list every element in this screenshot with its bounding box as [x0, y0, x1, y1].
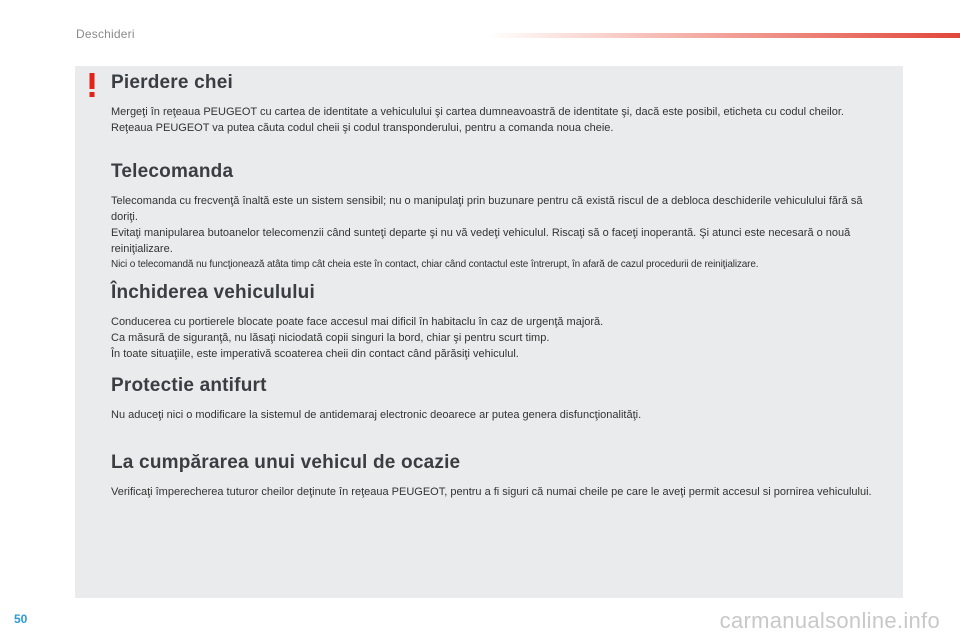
paragraph: Evitaţi manipularea butoanelor telecomenzii când sunteţi departe şi nu vă vedeţi vehiculul. Riscaţi să o faceţi inoperantă. Şi atunci este necesară o nouă reiniţializare.	[111, 227, 851, 255]
section-title: La cumpărarea unui vehicul de ocazie	[111, 452, 461, 473]
paragraph: În toate situaţiile, este imperativă scoaterea cheii din contact când părăsiţi vehiculul.	[111, 348, 519, 360]
paragraph: Verificaţi împerecherea tuturor cheilor deţinute în reţeaua PEUGEOT, pentru a fi siguri că numai cheile pe care le aveţi permit accesul si pornirea vehiculului.	[111, 486, 872, 498]
section-telecomanda	[111, 161, 891, 273]
paragraph: Mergeţi în reţeaua PEUGEOT cu cartea de identitate a vehiculului şi cartea dumneavoastră de identitate şi, dacă este posibil, eticheta cu codul cheilor.	[111, 106, 844, 118]
section-title: Telecomanda	[111, 161, 234, 182]
watermark-text: carmanualsonline.info	[719, 608, 940, 633]
paragraph: Reţeaua PEUGEOT va putea căuta codul cheii şi codul transponderului, pentru a comanda noua cheie.	[111, 122, 614, 134]
section-inchiderea-vehiculului	[111, 282, 891, 362]
paragraph: Nici o telecomandă nu funcţionează atâta timp cât cheia este în contact, chiar când contactul este întrerupt, în afară de cazul procedurii de reiniţializare.	[111, 259, 759, 270]
section-header-title: Deschideri	[76, 27, 135, 41]
page-number: 50	[14, 612, 28, 626]
section-title: Pierdere chei	[111, 72, 233, 93]
section-protectie-antifurt	[111, 375, 891, 423]
header-accent-bar	[488, 33, 960, 38]
section-title: Protectie antifurt	[111, 375, 267, 396]
paragraph: Ca măsură de siguranţă, nu lăsaţi niciodată copii singuri la bord, chiar şi pentru scurt timp.	[111, 332, 550, 344]
section-cumpararea-vehicul-ocazie	[111, 452, 891, 500]
section-title: Închiderea vehiculului	[111, 282, 315, 303]
warning-exclamation-icon	[85, 72, 99, 98]
paragraph: Telecomanda cu frecvenţă înaltă este un sistem sensibil; nu o manipulaţi prin buzunare pentru că există riscul de a debloca deschiderile vehiculului fără să doriţi.	[111, 195, 863, 223]
paragraph: Nu aduceţi nici o modificare la sistemul de antidemaraj electronic deoarece ar putea genera disfuncţionalităţi.	[111, 409, 642, 421]
paragraph: Conducerea cu portierele blocate poate face accesul mai dificil în habitaclu în caz de urgenţă majoră.	[111, 316, 604, 328]
section-pierdere-chei	[111, 72, 891, 136]
